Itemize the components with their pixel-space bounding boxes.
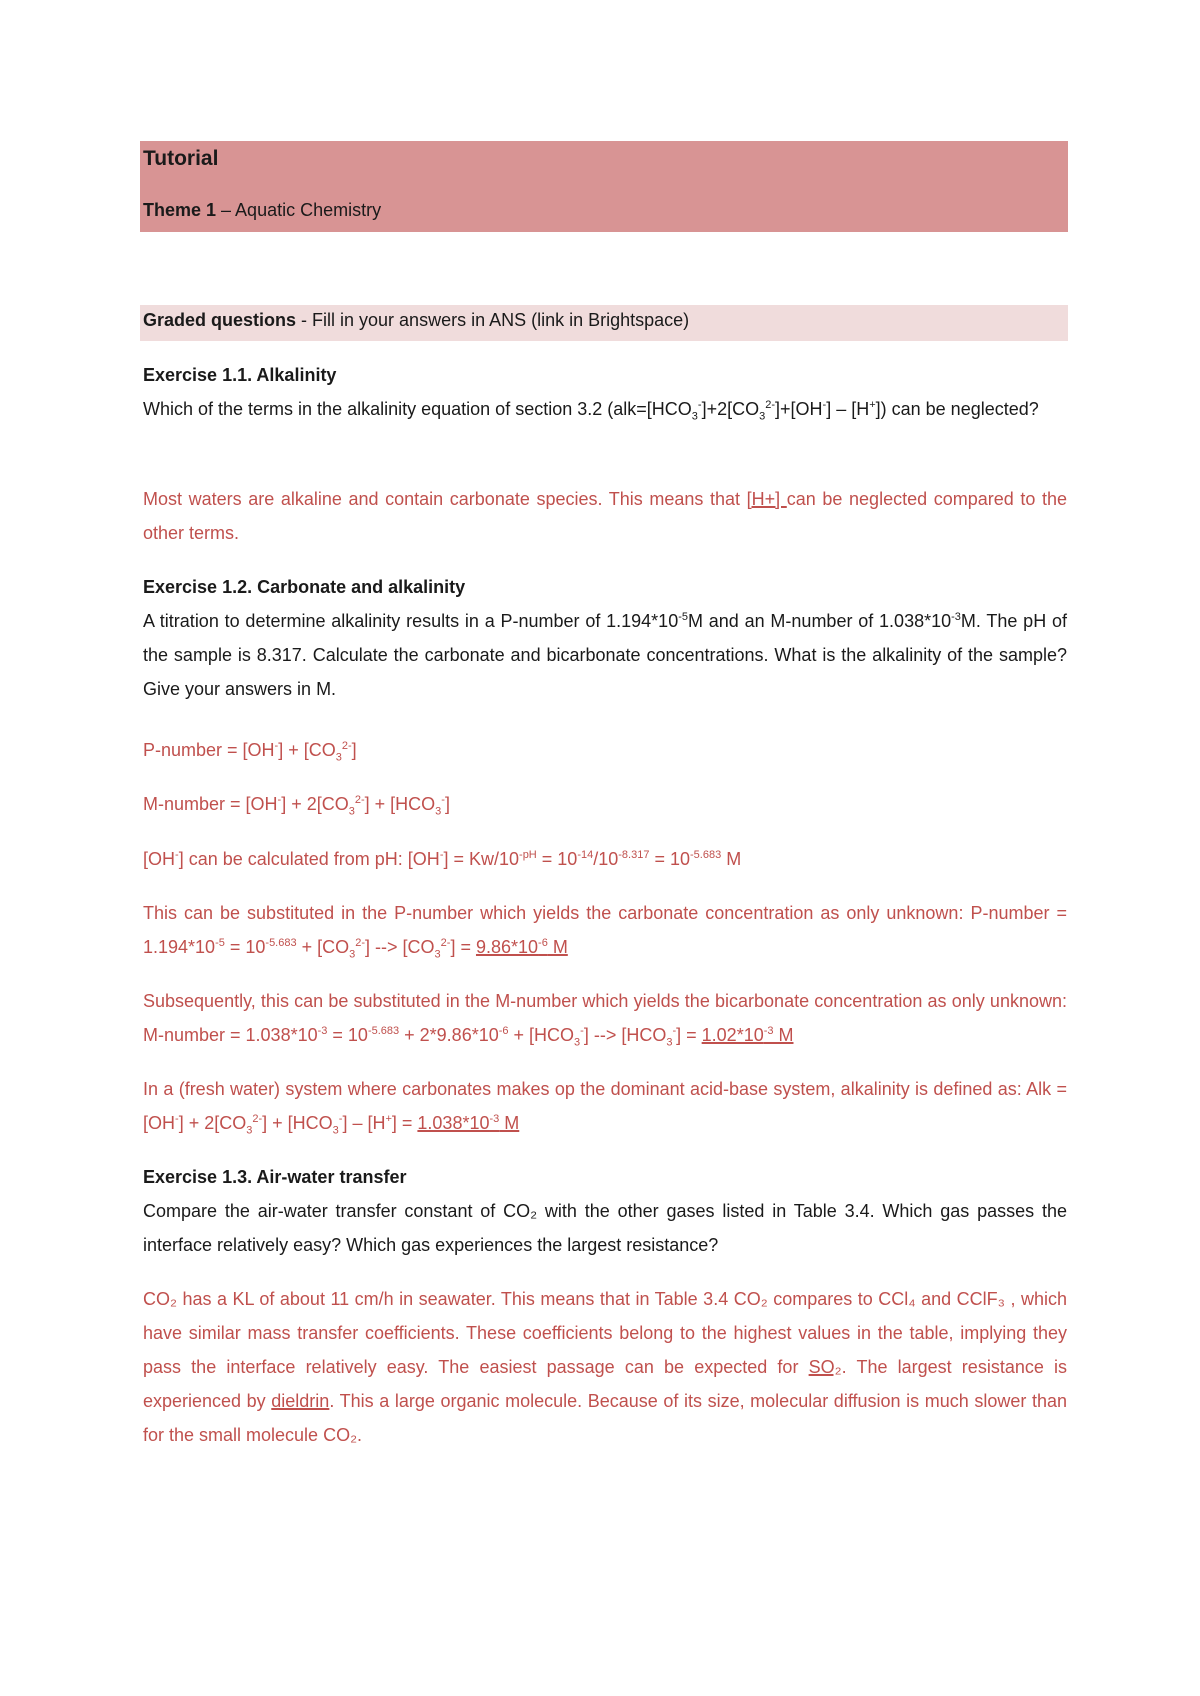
exercise-1-2 [143,570,1067,706]
exercise-1-3-answer: CO₂ has a KL of about 11 cm/h in seawater. This means that in Table 3.4 CO₂ compares to CCl₄ and CClF₃ , which have similar mass transfer coefficients. These coefficients belong to the highest values in the table, implying they pass the interface relatively easy. The easiest passage can be expected for SO₂. The largest resistance is experienced by dieldrin. This a large organic molecule. Because of its size, molecular diffusion is much slower than for the small molecule CO₂. [143,1289,1068,1445]
graded-label: Graded questions [143,310,297,330]
oh-calculation: [OH-] can be calculated from pH: $[OH^-] = Kw/10^{-pH} = 10^{-14}/10^{-8.317} = 10^{-5.683}$ M [143,849,742,869]
dieldrin-underlined: dieldrin [271,1391,330,1411]
so2-underlined: SO₂ [808,1357,842,1377]
exercise-1-1-heading: Exercise 1.1. Alkalinity [143,365,337,385]
exercise-1-3 [143,1160,1067,1262]
theme-subtitle [143,200,381,221]
exercise-1-3-question: Compare the air-water transfer constant of CO₂ with the other gases listed in Table 3.4. Which gas passes the interface relatively easy? Which gas experiences the largest resistance? [143,1201,1067,1255]
exercise-1-1-question: Which of the terms in the alkalinity equation of section 3.2 $(alk=[HCO_3^-]+2[CO_3^{2-}]+[OH^-] - [H^+])$ can be neglected? [143,399,1039,423]
page-title: Tutorial [143,147,219,170]
bicarbonate-calculation: Subsequently, this can be substituted in the M-number which yields the bicarbonate concentration as only unknown: M-number = $1.038*10^{-3} = 10^{-5.683} + 2*9.86*10^{-6} + [HCO_3^-]$ --> $[HCO_3^-] = 1.02*10^{-3}$ M [143,991,1067,1049]
theme-name: – Aquatic Chemistry [216,200,382,220]
hplus-underlined: [H+] [746,489,787,509]
alkalinity-calculation: In a (fresh water) system where carbonates makes op the dominant acid-base system, alkalinity is defined as: Alk = $[OH^-] + 2[CO_3^{2-}] + [HCO_3^-] - [H^+] = 1.038*10^{-3}$ M [143,1079,1067,1137]
exercise-1-1 [143,358,1067,426]
graded-instructions: - Fill in your answers in ANS (link in Brightspace) [296,310,690,330]
exercise-1-3-heading: Exercise 1.3. Air-water transfer [143,1167,407,1187]
exercise-1-2-heading: Exercise 1.2. Carbonate and alkalinity [143,577,466,597]
m-number-definition: M-number = $[OH^-] + 2[CO_3^{2-}] + [HCO_3^-]$ [143,794,450,818]
carbonate-result: $9.86*10^{-6}$ M [475,937,568,957]
exercise-1-2-question: A titration to determine alkalinity results in a P-number of $1.194*10^{-5}M$ and an M-number of $1.038*10^{-3}M$. The pH of the sample is 8.317. Calculate the carbonate and bicarbonate concentrations. What is the alkalinity of the sample? Give your answers in M. [143,611,1068,699]
graded-heading [143,310,689,331]
alkalinity-result: $1.038*10^{-3}$ M [417,1113,520,1133]
carbonate-calculation: This can be substituted in the P-number which yields the carbonate concentration as only unknown: P-number = $1.194*10^{-5} = 10^{-5.683} + [CO_3^{2-}]$ --> $[CO_3^{2-}] = 9.86*10^{-6}$ M [143,903,1067,961]
theme-label: Theme 1 [143,200,217,220]
p-number-definition: P-number = $[OH^-] + [CO_3^{2-}]$ [143,740,357,764]
exercise-1-1-answer: Most waters are alkaline and contain carbonate species. This means that [H+] can be neglected compared to the other terms. [143,489,1067,543]
bicarbonate-result: $1.02*10^{-3}$ M [701,1025,794,1045]
